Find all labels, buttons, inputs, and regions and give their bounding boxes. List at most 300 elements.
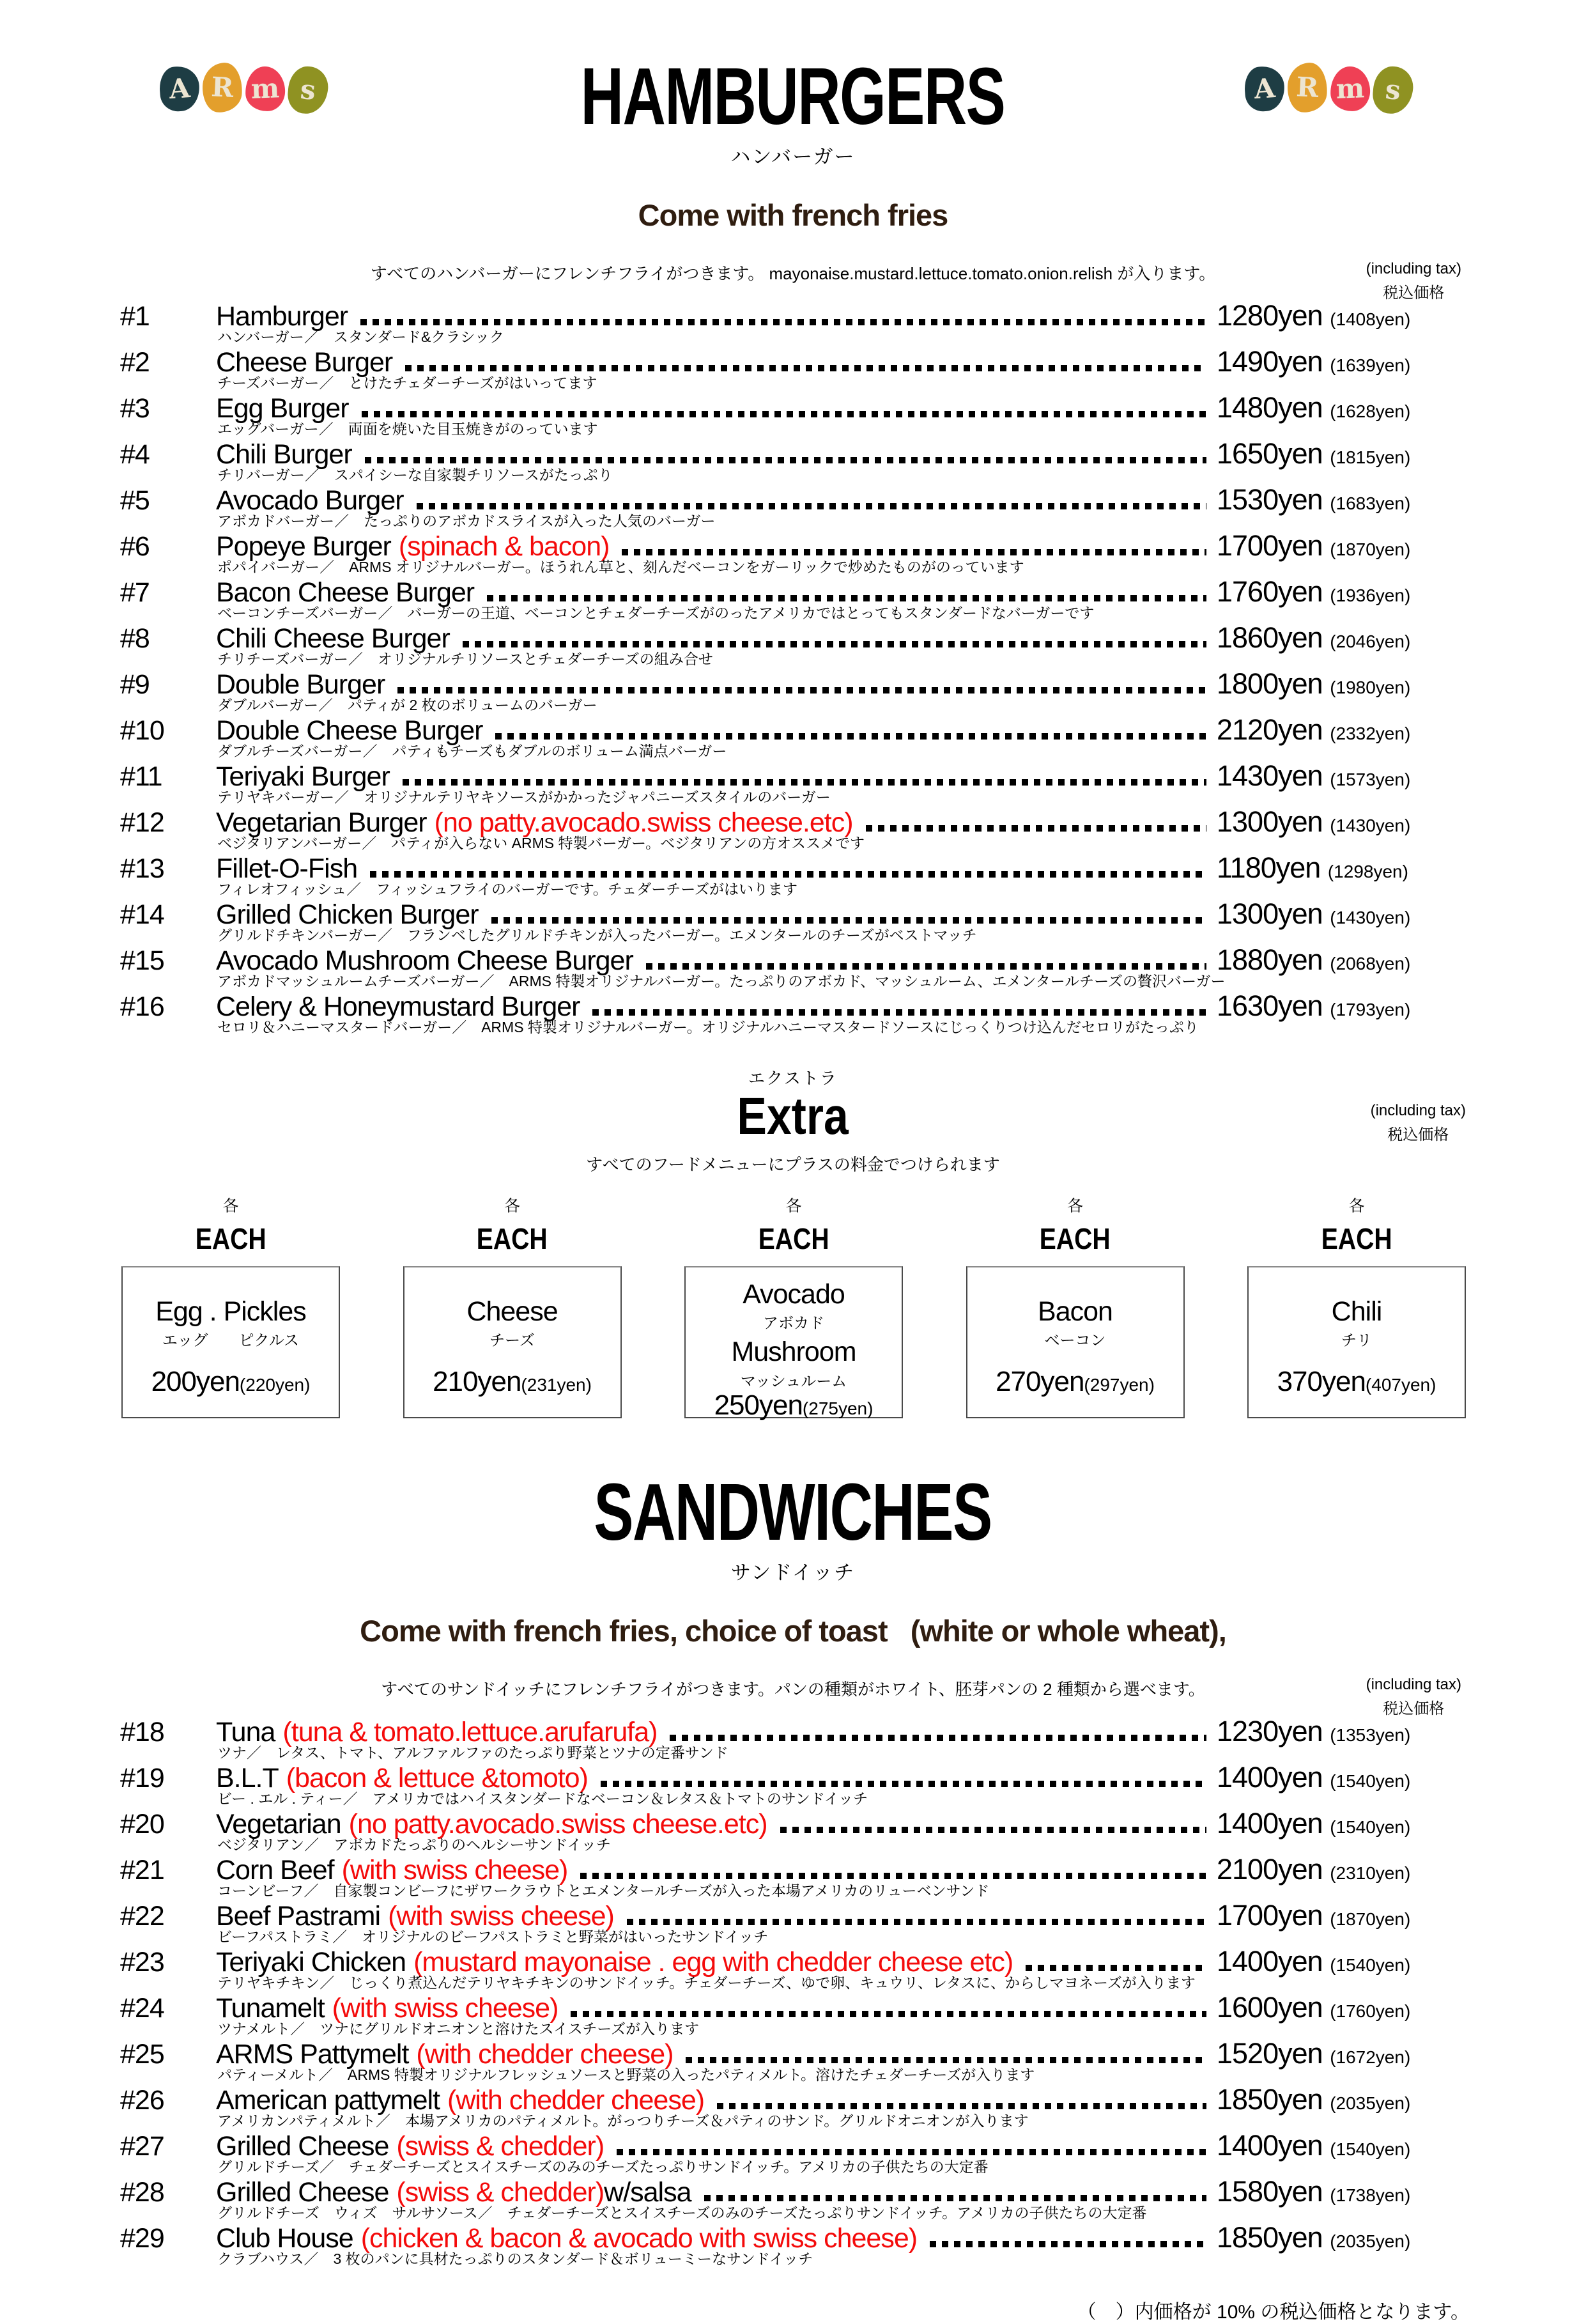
item-description-jp: チーズバーガー／ とけたチェダーチーズがはいってます	[217, 375, 597, 391]
each-label: EACH	[1040, 1222, 1111, 1256]
item-number: #15	[120, 945, 164, 976]
item-price-main: 1480yen	[1217, 391, 1323, 424]
extra-item-box	[121, 1266, 340, 1418]
dotted-leader	[1026, 1965, 1206, 1971]
item-name-text: Vegetarian Burger	[216, 807, 427, 838]
extra-tax-header	[1371, 1099, 1466, 1148]
menu-item	[120, 575, 1471, 621]
item-name-text: B.L.T	[216, 1763, 279, 1794]
menu-item	[120, 1945, 1471, 1990]
dotted-leader	[360, 319, 1206, 325]
item-price	[1217, 713, 1471, 747]
menu-item	[120, 621, 1471, 667]
item-number: #14	[120, 899, 164, 930]
item-number: #29	[120, 2223, 164, 2254]
item-price	[1217, 2175, 1471, 2208]
extra-column	[121, 1193, 340, 1418]
item-price-main: 2120yen	[1217, 713, 1323, 746]
item-price-tax: (2068yen)	[1330, 954, 1411, 973]
item-name	[216, 899, 479, 931]
dotted-leader	[866, 825, 1206, 832]
item-price	[1217, 1761, 1471, 1794]
extra-item-price	[996, 1366, 1155, 1398]
logo-letter: R	[1295, 71, 1320, 104]
item-name	[216, 761, 390, 793]
menu-item	[120, 713, 1471, 759]
extra-item-box	[403, 1266, 622, 1418]
item-price-tax: (2310yen)	[1330, 1863, 1411, 1884]
item-name	[216, 1717, 657, 1748]
item-price-tax: (1298yen)	[1327, 862, 1408, 881]
menu-item	[120, 529, 1471, 575]
dotted-leader	[495, 733, 1206, 740]
item-name	[216, 577, 474, 608]
item-description-jp: テリヤキチキン／ じっくり煮込んだテリヤキチキンのサンドイッチ。チェダーチーズ、ゆで卵、キュウリ、レタスに、からしマヨネーズが入ります	[217, 1974, 1196, 1992]
dotted-leader	[930, 2241, 1206, 2247]
menu-item	[120, 943, 1471, 989]
item-name	[216, 807, 853, 839]
sandwiches-title: SANDWICHES	[594, 1467, 992, 1558]
item-name-text: Grilled Chicken Burger	[216, 899, 479, 930]
tax-header-en: (including tax)	[1370, 1102, 1466, 1119]
item-name-red: (no patty.avocado.swiss cheese.etc)	[434, 807, 853, 838]
each-label: EACH	[1321, 1222, 1392, 1256]
item-name	[216, 439, 352, 470]
item-price-tax: (1870yen)	[1330, 539, 1411, 559]
dotted-leader	[571, 2011, 1206, 2017]
extra-title-jp: エクストラ	[748, 1069, 838, 1088]
item-description-jp: テリヤキバーガー／ オリジナルテリヤキソースがかかったジャパニーズスタイルのバーガー	[217, 789, 831, 805]
item-number: #27	[120, 2131, 164, 2162]
dotted-leader	[487, 595, 1206, 601]
item-price	[1217, 529, 1471, 562]
item-price	[1217, 437, 1471, 470]
item-price-main: 1430yen	[1217, 759, 1323, 792]
item-price-tax: (1540yen)	[1330, 1771, 1411, 1792]
extra-item-name: Avocado	[743, 1279, 845, 1310]
item-price-tax: (1980yen)	[1330, 678, 1411, 697]
item-name-text: Celery & Honeymustard Burger	[216, 991, 580, 1022]
tax-header-jp: 税込価格	[1383, 284, 1445, 302]
extra-item-name2-jp: マッシュルーム	[740, 1372, 847, 1390]
item-name-text: Grilled Cheese	[216, 2131, 389, 2162]
item-name-red: (with chedder cheese)	[416, 2039, 674, 2070]
item-number: #19	[120, 1763, 164, 1794]
dotted-leader	[617, 2149, 1206, 2155]
item-name-red: (with swiss cheese)	[341, 1855, 568, 1886]
extra-item-name: Bacon	[1038, 1296, 1113, 1327]
item-price	[1217, 2083, 1471, 2116]
item-name-text: Chili Burger	[216, 439, 352, 470]
item-price	[1217, 391, 1471, 424]
extra-item-name-jp: チリ	[1341, 1332, 1372, 1350]
item-price-tax: (2035yen)	[1330, 2093, 1411, 2114]
item-name-red: (bacon & lettuce &tomoto)	[286, 1763, 588, 1794]
item-description-jp: ビー . エル . ティー／ アメリカではハイスタンダードなベーコン＆レタス＆トマトのサンドイッチ	[217, 1790, 868, 1808]
menu-item	[120, 1715, 1471, 1760]
extra-item-price-tax: (297yen)	[1084, 1375, 1155, 1395]
item-name-text: Egg Burger	[216, 393, 349, 424]
item-price-tax: (1408yen)	[1330, 309, 1411, 329]
dotted-leader	[403, 779, 1206, 786]
arms-logo-left	[160, 66, 328, 114]
item-number: #3	[120, 393, 150, 424]
item-number: #11	[120, 761, 162, 792]
extra-item-name-jp: チーズ	[489, 1332, 535, 1350]
item-name-text: Teriyaki Burger	[216, 761, 390, 792]
sandwiches-title-jp: サンドイッチ	[730, 1561, 856, 1584]
item-name-text: Grilled Cheese	[216, 2177, 389, 2208]
item-price-tax: (1353yen)	[1330, 1725, 1411, 1746]
logo-letter-blob	[1243, 65, 1286, 112]
menu-item	[120, 2221, 1471, 2266]
item-price	[1217, 1899, 1471, 1932]
item-number: #10	[120, 715, 164, 746]
item-name	[216, 485, 404, 516]
item-name-text: Tuna	[216, 1717, 275, 1748]
item-price-main: 1400yen	[1217, 1945, 1323, 1978]
extra-item-price	[714, 1390, 874, 1422]
item-description-jp: ダブルバーガー／ パティが 2 枚のボリュームのバーガー	[217, 697, 597, 713]
item-name	[216, 2223, 917, 2254]
item-number: #25	[120, 2039, 164, 2070]
extra-item-box	[684, 1266, 903, 1421]
item-description-jp: ツナメルト／ ツナにグリルドオニオンと溶けたスイスチーズが入ります	[217, 2020, 700, 2038]
sandwiches-item-list	[0, 1715, 1586, 2266]
sandwiches-subtitle: Come with french fries, choice of toast (white or whole wheat),	[360, 1614, 1226, 1648]
item-price-main: 2100yen	[1217, 1853, 1323, 1886]
item-name-text: Vegetarian	[216, 1809, 341, 1840]
item-name-text: Double Cheese Burger	[216, 715, 483, 746]
menu-item	[120, 1761, 1471, 1806]
item-price	[1217, 1807, 1471, 1840]
item-number: #23	[120, 1947, 164, 1978]
extra-item-name-jp: アボカド	[763, 1315, 824, 1333]
item-price	[1217, 575, 1471, 608]
extra-item-price-tax: (407yen)	[1365, 1375, 1436, 1395]
extra-item-price-tax: (220yen)	[239, 1375, 311, 1395]
item-number: #18	[120, 1717, 164, 1748]
item-name-text: Cheese Burger	[216, 347, 393, 378]
item-price	[1217, 851, 1471, 885]
logo-letter-blob	[1371, 65, 1415, 115]
hamburgers-title-jp: ハンバーガー	[730, 146, 856, 168]
item-name	[216, 853, 357, 885]
dotted-leader	[780, 1827, 1206, 1833]
logo-letter: A	[167, 72, 191, 105]
item-number: #6	[120, 531, 150, 562]
item-description-jp: ベジタリアン／ アボカドたっぷりのヘルシーサンドイッチ	[217, 1836, 611, 1854]
item-description-jp: ビーフパストラミ／ オリジナルのビーフパストラミと野菜がはいったサンドイッチ	[217, 1928, 769, 1946]
item-name	[216, 2131, 604, 2162]
extra-item-price	[433, 1366, 592, 1398]
item-price-main: 1800yen	[1217, 667, 1323, 700]
item-price-tax: (1540yen)	[1330, 2139, 1411, 2160]
item-number: #12	[120, 807, 164, 838]
item-name-text: Corn Beef	[216, 1855, 334, 1886]
dotted-leader	[370, 871, 1206, 878]
item-name-text: ARMS Pattymelt	[216, 2039, 409, 2070]
dotted-leader	[463, 641, 1206, 647]
dotted-leader	[491, 917, 1206, 924]
item-number: #26	[120, 2085, 164, 2116]
item-price-main: 1520yen	[1217, 2037, 1323, 2070]
extra-item-price-tax: (231yen)	[521, 1375, 592, 1395]
item-price-tax: (1430yen)	[1330, 816, 1411, 835]
menu-item	[120, 1853, 1471, 1898]
extra-item-price-tax: (275yen)	[802, 1398, 874, 1418]
dotted-leader	[362, 411, 1206, 417]
item-price-main: 1180yen	[1217, 851, 1321, 884]
item-price-tax: (2035yen)	[1330, 2231, 1411, 2252]
item-price-main: 1400yen	[1217, 1761, 1323, 1794]
item-price	[1217, 2129, 1471, 2162]
item-price	[1217, 897, 1471, 931]
item-price-tax: (1573yen)	[1330, 770, 1411, 789]
item-name	[216, 623, 450, 655]
extra-section	[0, 1065, 1586, 1175]
tax-header-jp: 税込価格	[1387, 1126, 1449, 1144]
item-number: #4	[120, 439, 150, 470]
each-label: EACH	[477, 1222, 548, 1256]
logo-letter-blob	[286, 65, 330, 115]
item-price	[1217, 621, 1471, 655]
item-number: #9	[120, 669, 150, 700]
item-price	[1217, 1991, 1471, 2024]
item-price-tax: (1870yen)	[1330, 1909, 1411, 1930]
item-name-red: (no patty.avocado.swiss cheese.etc)	[348, 1809, 767, 1840]
menu-item	[120, 759, 1471, 805]
item-price-main: 1880yen	[1217, 943, 1323, 976]
extra-item-price	[151, 1366, 311, 1398]
item-price-main: 1280yen	[1217, 299, 1323, 332]
arms-logo-right	[1245, 66, 1413, 114]
item-name-text: Popeye Burger	[216, 531, 391, 562]
item-price-main: 1580yen	[1217, 2175, 1323, 2208]
menu-item	[120, 299, 1471, 345]
extra-item-name: Egg . Pickles	[155, 1296, 306, 1327]
item-name-text: Avocado Mushroom Cheese Burger	[216, 945, 633, 976]
menu-item	[120, 667, 1471, 713]
item-description-jp: ダブルチーズバーガー／ パティもチーズもダブルのボリューム満点バーガー	[217, 743, 727, 759]
item-name	[216, 1947, 1013, 1978]
item-name	[216, 669, 385, 701]
item-number: #13	[120, 853, 164, 884]
logo-letter: A	[1252, 72, 1276, 105]
dotted-leader	[580, 1873, 1206, 1879]
item-price-main: 1530yen	[1217, 483, 1323, 516]
item-price-tax: (1760yen)	[1330, 2001, 1411, 2022]
item-name-red: (chicken & bacon & avocado with swiss cheese)	[360, 2223, 918, 2254]
extra-item-price	[1277, 1366, 1436, 1398]
item-name	[216, 301, 348, 332]
logo-letter: s	[1384, 74, 1402, 106]
item-name-red: (with swiss cheese)	[388, 1901, 614, 1932]
menu-item	[120, 391, 1471, 437]
menu-item	[120, 1899, 1471, 1944]
sandwiches-note-jp: すべてのサンドイッチにフレンチフライがつきます。パンの種類がホワイト、胚芽パンの 2 種類から選べます。	[381, 1680, 1205, 1700]
hamburgers-header	[0, 0, 1586, 302]
item-price-tax: (1430yen)	[1330, 908, 1411, 927]
item-price	[1217, 345, 1471, 378]
item-number: #8	[120, 623, 150, 654]
extra-note-jp: すべてのフードメニューにプラスの料金でつけられます	[586, 1155, 1000, 1175]
item-name	[216, 715, 482, 747]
item-name	[216, 1855, 567, 1886]
item-price-tax: (1936yen)	[1330, 585, 1411, 605]
item-price-tax: (1815yen)	[1330, 447, 1411, 467]
item-name	[216, 531, 609, 562]
item-price	[1217, 943, 1471, 977]
dotted-leader	[646, 963, 1206, 970]
item-name-text: Hamburger	[216, 301, 348, 332]
item-name-red: (with swiss cheese)	[332, 1993, 558, 2024]
item-name-text: Chili Cheese Burger	[216, 623, 450, 654]
logo-letter-blob	[158, 65, 201, 112]
item-description-jp: グリルドチーズ ウィズ サルサソース／ チェダーチーズとスイスチーズのみのチーズたっぷりサンドイッチ。アメリカの子供たちの大定番	[217, 2204, 1147, 2222]
item-price-tax: (1683yen)	[1330, 493, 1411, 513]
item-description-jp: ポパイバーガー／ ARMS オリジナルバーガー。ほうれん草と、刻んだベーコンをガーリックで炒めたものがのっています	[217, 559, 1024, 575]
menu-item	[120, 483, 1471, 529]
logo-letter-blob	[1286, 61, 1328, 113]
item-price	[1217, 483, 1471, 516]
logo-letter: m	[250, 72, 281, 105]
item-name	[216, 2177, 691, 2208]
item-name-red: (spinach & bacon)	[398, 531, 610, 562]
item-price-main: 1300yen	[1217, 805, 1323, 838]
each-label-jp: 各	[504, 1197, 520, 1216]
hamburgers-note-jp: すべてのハンバーガーにフレンチフライがつきます。 mayonaise.mustard.lettuce.tomato.onion.relish が入ります。	[370, 264, 1216, 283]
item-price-main: 1850yen	[1217, 2083, 1323, 2116]
item-name-text: American pattymelt	[216, 2085, 440, 2116]
extra-item-price-main: 250yen	[714, 1389, 803, 1421]
item-number: #2	[120, 347, 150, 378]
item-description-jp: チリチーズバーガー／ オリジナルチリソースとチェダーチーズの組み合せ	[217, 651, 713, 667]
item-description-jp: エッグバーガー／ 両面を焼いた目玉焼きがのっています	[217, 421, 598, 437]
item-name-text: Double Burger	[216, 669, 385, 700]
item-description-jp: ベーコンチーズバーガー／ バーガーの王道、ベーコンとチェダーチーズがのったアメリカではとってもスタンダードなバーガーです	[217, 605, 1095, 621]
extra-item-box	[966, 1266, 1185, 1418]
item-price	[1217, 2037, 1471, 2070]
item-price-tax: (1738yen)	[1330, 2185, 1411, 2206]
item-price-tax: (1628yen)	[1330, 401, 1411, 421]
item-name	[216, 1809, 767, 1840]
item-description-jp: クラブハウス／ 3 枚のパンに具材たっぷりのスタンダード＆ボリューミーなサンドイッチ	[217, 2250, 813, 2268]
hamburgers-item-list	[0, 299, 1586, 1035]
extra-item-name: Cheese	[466, 1296, 558, 1327]
item-name-red: (with chedder cheese)	[447, 2085, 705, 2116]
dotted-leader	[704, 2195, 1206, 2201]
extra-column	[403, 1193, 622, 1418]
menu-item	[120, 2175, 1471, 2220]
item-description-jp: アボカドマッシュルームチーズバーガー／ ARMS 特製オリジナルバーガー。たっぷりのアボカド、マッシュルーム、エメンタールチーズの贅沢バーガー	[217, 973, 1226, 989]
item-number: #28	[120, 2177, 164, 2208]
tax-header	[1366, 257, 1461, 306]
extra-column	[684, 1193, 903, 1421]
menu-item	[120, 345, 1471, 391]
extra-column	[1247, 1193, 1466, 1418]
dotted-leader	[365, 457, 1206, 463]
item-price	[1217, 989, 1471, 1023]
item-price	[1217, 667, 1471, 701]
item-number: #20	[120, 1809, 164, 1840]
item-number: #24	[120, 1993, 164, 2024]
menu-item	[120, 805, 1471, 851]
item-name	[216, 1901, 614, 1932]
extra-item-box	[1247, 1266, 1466, 1418]
footer-tax-note: （ ）内価格が 10% の税込価格となります。	[1077, 2302, 1470, 2323]
item-name-red: (swiss & chedder)	[396, 2177, 604, 2208]
item-price-main: 1230yen	[1217, 1715, 1323, 1748]
logo-letter: R	[210, 71, 235, 104]
item-name	[216, 347, 392, 378]
item-number: #5	[120, 485, 150, 516]
hamburgers-title: HAMBURGERS	[581, 51, 1005, 141]
item-price	[1217, 1853, 1471, 1886]
item-price-main: 1650yen	[1217, 437, 1323, 470]
item-description-jp: ハンバーガー／ スタンダード&クラシック	[217, 329, 504, 345]
item-description-jp: ツナ／ レタス、トマト、アルファルファのたっぷり野菜とツナの定番サンド	[217, 1744, 728, 1762]
sandwiches-header	[0, 1467, 1586, 1718]
item-name	[216, 945, 633, 977]
dotted-leader	[670, 1735, 1206, 1741]
each-label: EACH	[195, 1222, 266, 1256]
logo-letter-blob	[245, 66, 286, 112]
dotted-leader	[397, 687, 1206, 693]
extra-item-price-main: 210yen	[433, 1366, 521, 1398]
item-description-jp: セロリ＆ハニーマスタードバーガー／ ARMS 特製オリジナルバーガー。オリジナルハニーマスタードソースにじっくりつけ込んだセロリがたっぷり	[217, 1019, 1199, 1035]
item-name	[216, 1763, 588, 1794]
item-name-suffix: w/salsa	[604, 2177, 691, 2208]
item-price	[1217, 2221, 1471, 2254]
item-description-jp: グリルドチキンバーガー／ フランベしたグリルドチキンが入ったバーガー。エメンタールのチーズがベストマッチ	[217, 927, 977, 943]
extra-item-name-jp: エッグ ピクルス	[162, 1332, 300, 1350]
item-name	[216, 2039, 673, 2070]
item-description-jp: フィレオフィッシュ／ フィッシュフライのバーガーです。チェダーチーズがはいります	[217, 881, 798, 897]
menu-item	[120, 1807, 1471, 1852]
item-price-main: 1400yen	[1217, 1807, 1323, 1840]
item-name-red: (tuna & tomato.lettuce.arufarufa)	[282, 1717, 658, 1748]
item-name	[216, 991, 580, 1023]
item-name	[216, 393, 349, 424]
extra-item-name: Chili	[1331, 1296, 1382, 1327]
logo-letter: m	[1335, 72, 1366, 105]
item-price-main: 1630yen	[1217, 989, 1323, 1022]
menu-item	[120, 2037, 1471, 2082]
menu-item	[120, 2129, 1471, 2174]
extra-item-price-main: 200yen	[151, 1366, 240, 1398]
item-price-main: 1760yen	[1217, 575, 1323, 608]
item-description-jp: アボカドバーガー／ たっぷりのアボカドスライスが入った人気のバーガー	[217, 513, 716, 529]
tax-header-en: (including tax)	[1366, 1676, 1461, 1694]
menu-item	[120, 1991, 1471, 2036]
item-price-tax: (1540yen)	[1330, 1955, 1411, 1976]
item-description-jp: グリルドチーズ／ チェダーチーズとスイスチーズのみのチーズたっぷりサンドイッチ。アメリカの子供たちの大定番	[217, 2158, 989, 2176]
item-price-main: 1700yen	[1217, 529, 1323, 562]
item-name	[216, 1993, 558, 2024]
item-number: #1	[120, 301, 150, 332]
extra-columns	[0, 1193, 1586, 1421]
menu-item	[120, 437, 1471, 483]
item-price-main: 1400yen	[1217, 2129, 1323, 2162]
each-label-jp: 各	[222, 1197, 239, 1216]
dotted-leader	[417, 503, 1206, 509]
item-name-red: (swiss & chedder)	[396, 2131, 604, 2162]
each-label-jp: 各	[1348, 1197, 1365, 1216]
item-price-tax: (2332yen)	[1330, 724, 1411, 743]
item-price	[1217, 1945, 1471, 1978]
item-description-jp: コーンビーフ／ 自家製コンビーフにザワークラウトとエメンタールチーズが入った本場アメリカのリューベンサンド	[217, 1882, 990, 1900]
